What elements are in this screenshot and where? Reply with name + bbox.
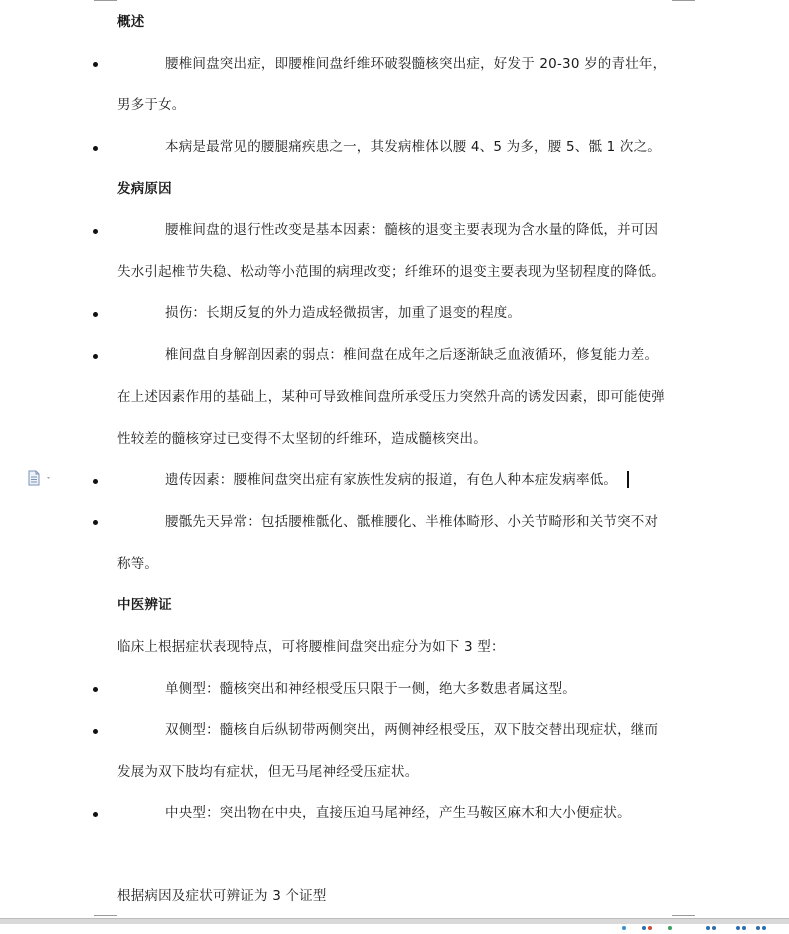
paste-options-icon[interactable] [28,470,56,486]
paragraph-line: 称等。 [117,556,159,572]
bullet-dot-icon [93,479,98,484]
paragraph-line: 失水引起椎节失稳、松动等小范围的病理改变；纤维环的退变主要表现为坚韧程度的降低。 [117,264,665,280]
paragraph-line: 临床上根据症状表现特点，可将腰椎间盘突出症分为如下 3 型： [117,639,505,655]
bullet-dot-icon [93,229,98,234]
bullet-dot-icon [93,687,98,692]
section-heading-overview: 概述 [117,14,145,30]
section-heading-tcm: 中医辨证 [117,597,172,613]
bullet-dot-icon [93,354,98,359]
paragraph-line: 男多于女。 [117,97,186,113]
paragraph-line: 椎间盘自身解剖因素的弱点：椎间盘在成年之后逐渐缺乏血液循环，修复能力差。 [165,347,659,363]
page-corner-mark-right [672,0,695,1]
paragraph-line: 单侧型：髓核突出和神经根受压只限于一侧，绝大多数患者属这型。 [165,681,576,697]
bullet-dot-icon [93,812,98,817]
bullet-dot-icon [93,729,98,734]
paragraph-line: 腰椎间盘突出症，即腰椎间盘纤维环破裂髓核突出症，好发于 20-30 岁的青壮年， [165,56,667,72]
section-heading-causes: 发病原因 [117,181,172,197]
paragraph-line: 遗传因素：腰椎间盘突出症有家族性发病的报道，有色人种本症发病率低。 [165,472,618,488]
bullet-dot-icon [93,62,98,67]
status-icons [618,915,768,923]
page-corner-mark-bottom-left [94,915,117,916]
paragraph-line: 腰骶先天异常：包括腰椎骶化、骶椎腰化、半椎体畸形、小关节畸形和关节突不对 [165,514,659,530]
paragraph-line: 中央型：突出物在中央，直接压迫马尾神经，产生马鞍区麻木和大小便症状。 [165,805,631,821]
paragraph-line: 损伤：长期反复的外力造成轻微损害，加重了退变的程度。 [165,305,522,321]
text-cursor [627,471,629,488]
bullet-dot-icon [93,146,98,151]
bullet-dot-icon [93,520,98,525]
bullet-dot-icon [93,312,98,317]
paragraph-line: 腰椎间盘的退行性改变是基本因素：髓核的退变主要表现为含水量的降低，并可因 [165,222,659,238]
paragraph-line: 发展为双下肢均有症状，但无马尾神经受压症状。 [117,764,419,780]
paragraph-line: 性较差的髓核穿过已变得不太坚韧的纤维环，造成髓核突出。 [117,431,487,447]
paragraph-line: 双侧型：髓核自后纵韧带两侧突出，两侧神经根受压，双下肢交替出现症状，继而 [165,722,659,738]
paragraph-line: 在上述因素作用的基础上，某种可导致椎间盘所承受压力突然升高的诱发因素，即可能使弹 [117,389,665,405]
paragraph-line: 根据病因及症状可辨证为 3 个证型 [117,888,327,904]
paragraph-line: 本病是最常见的腰腿痛疾患之一，其发病椎体以腰 4、5 为多，腰 5、骶 1 次之。 [165,139,662,155]
page-corner-mark-left [94,0,117,1]
